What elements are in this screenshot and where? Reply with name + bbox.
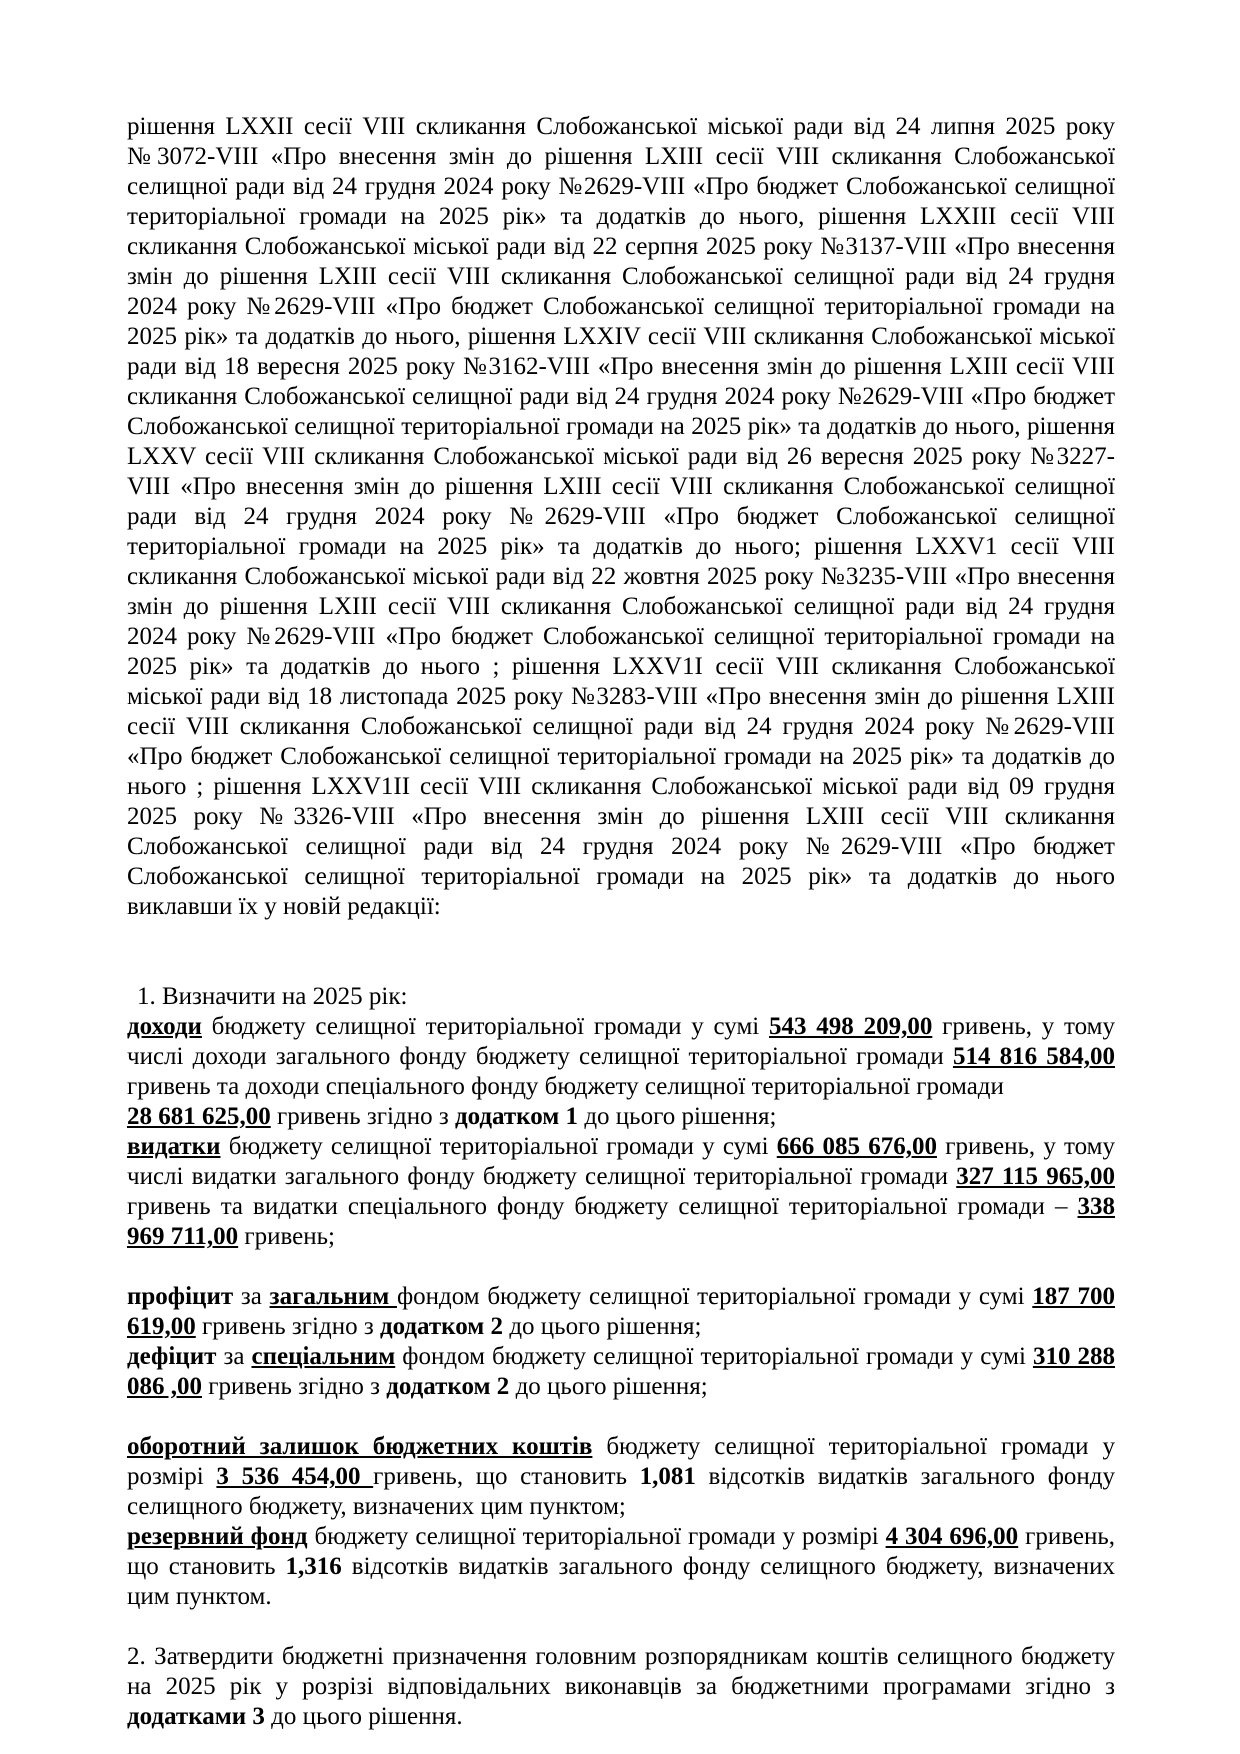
text-run: гривень та доходи спеціального фонду бюджету селищної територіальної громади xyxy=(127,1073,1004,1100)
label-working-balance: оборотний залишок бюджетних коштів xyxy=(127,1433,593,1460)
text-run: відсотків видатків загального фонду селищного бюджету, визначених цим пунктом. xyxy=(127,1553,1115,1610)
text-run: бюджету селищної територіальної громади у розмірі xyxy=(127,1433,1115,1490)
text-run: гривень згідно з xyxy=(202,1373,387,1400)
amount-working-balance: 3 536 454,00 xyxy=(216,1463,374,1490)
annex-3-reference: додатками 3 xyxy=(127,1703,265,1730)
amount-deficit: 310 288 086 ,00 xyxy=(127,1343,1116,1400)
text-run: до цього рішення; xyxy=(509,1373,708,1400)
annex-1-reference: додатком 1 xyxy=(454,1103,579,1130)
amount-special-fund-revenues: 28 681 625,00 xyxy=(127,1103,271,1130)
deficit-paragraph xyxy=(127,1342,1115,1402)
text-run: гривень та видатки спеціального фонду бюджету селищної територіальної громади – xyxy=(127,1193,1078,1220)
label-expenditures: видатки xyxy=(127,1133,221,1160)
text-run: гривень, у тому числі доходи загального фонду бюджету селищної територіальної громади xyxy=(127,1013,1115,1070)
text-run: за xyxy=(216,1343,252,1370)
text-run: 2. Затвердити бюджетні призначення головним розпорядникам коштів селищного бюджету на 2025 рік у розрізі відповідальних виконавців за бюджетними програмами згідно з xyxy=(127,1643,1115,1700)
text-run: до цього рішення; xyxy=(578,1103,777,1130)
percent-working-balance: 1,081 xyxy=(639,1463,696,1490)
section-1-title: 1. Визначити на 2025 рік: xyxy=(137,983,408,1010)
document-body xyxy=(127,112,1115,1732)
section-2-paragraph xyxy=(127,1642,1115,1732)
text-run: бюджету селищної територіальної громади у розмірі xyxy=(307,1523,886,1550)
label-revenues: доходи xyxy=(127,1013,202,1040)
text-run: фондом бюджету селищної територіальної громади у сумі xyxy=(395,1343,1033,1370)
label-surplus: профіцит xyxy=(127,1283,234,1310)
annex-2-reference: додатком 2 xyxy=(379,1313,504,1340)
text-run: гривень, у тому числі видатки загального фонду бюджету селищної територіальної громади xyxy=(127,1133,1115,1190)
amount-surplus: 187 700 619,00 xyxy=(127,1283,1116,1340)
text-run: фондом бюджету селищної територіальної громади у сумі xyxy=(396,1283,1033,1310)
amount-total-revenues: 543 498 209,00 xyxy=(769,1013,933,1040)
amount-total-expenditures: 666 085 676,00 xyxy=(776,1133,937,1160)
text-run: бюджету селищної територіальної громади у сумі xyxy=(220,1133,777,1160)
intro-paragraph xyxy=(127,112,1115,922)
expenditures-paragraph xyxy=(127,1132,1115,1252)
label-special-fund: спеціальним xyxy=(251,1343,396,1370)
section-1-heading xyxy=(127,982,1115,1012)
text-run: гривень згідно з xyxy=(270,1103,455,1130)
text-run: гривень; xyxy=(238,1223,335,1250)
label-general-fund: загальним xyxy=(269,1283,397,1310)
surplus-paragraph xyxy=(127,1282,1115,1342)
text-run: за xyxy=(233,1283,270,1310)
text-run: бюджету селищної територіальної громади у сумі xyxy=(201,1013,770,1040)
revenues-paragraph xyxy=(127,1012,1115,1132)
intro-text: рішення LXXII сесії VIII скликання Слобожанської міської ради від 24 липня 2025 року №3072-VIII «Про внесення змін до рішення LXIII сесії VIII скликання Слобожанської селищної ради від 24 грудня 2024 року №2629-VIII «Про бюджет Слобожанської селищної територіальної громади на 2025 рік» та додатків до нього, рішення LXXIII сесії VIII скликання Слобожанської міської ради від 22 серпня 2025 року №3137-VIII «Про внесення змін до рішення LXIII сесії VIII скликання Слобожанської селищної ради від 24 грудня 2024 року №2629-VIII «Про бюджет Слобожанської селищної територіальної громади на 2025 рік» та додатків до нього, рішення LXXIV сесії VIII скликання Слобожанської міської ради від 18 вересня 2025 року №3162-VIII «Про внесення змін до рішення LXIII сесії VIII скликання Слобожанської селищної ради від 24 грудня 2024 року №2629-VIII «Про бюджет Слобожанської селищної територіальної громади на 2025 рік» та додатків до нього, рішення LXXV сесії VIII скликання Слобожанської міської ради від 26 вересня 2025 року №3227-VIII «Про внесення змін до рішення LXIII сесії VIII скликання Слобожанської селищної ради від 24 грудня 2024 року №2629-VIII «Про бюджет Слобожанської селищної територіальної громади на 2025 рік» та додатків до нього; рішення LXXV1 сесії VIII скликання Слобожанської міської ради від 22 жовтня 2025 року №3235-VIII «Про внесення змін до рішення LXIII сесії VIII скликання Слобожанської селищної ради від 24 грудня 2024 року №2629-VIII «Про бюджет Слобожанської селищної територіальної громади на 2025 рік» та додатків до нього ; рішення LXXV1I сесії VIII скликання Слобожанської міської ради від 18 листопада 2025 року №3283-VIII «Про внесення змін до рішення LXIII сесії VIII скликання Слобожанської селищної ради від 24 грудня 2024 року №2629-VIII «Про бюджет Слобожанської селищної територіальної громади на 2025 рік» та додатків до нього ; рішення LXXV1II сесії VIII скликання Слобожанської міської ради від 09 грудня 2025 року №3326-VIII «Про внесення змін до рішення LXIII сесії VIII скликання Слобожанської селищної ради від 24 грудня 2024 року №2629-VIII «Про бюджет Слобожанської селищної територіальної громади на 2025 рік» та додатків до нього виклавши їх у новій редакції: xyxy=(127,113,1115,920)
amount-special-fund-expenditures: 338 969 711,00 xyxy=(127,1193,1115,1250)
reserve-fund-paragraph xyxy=(127,1522,1115,1612)
annex-2-reference: додатком 2 xyxy=(386,1373,510,1400)
text-run: відсотків видатків загального фонду селищного бюджету, визначених цим пунктом; xyxy=(127,1463,1116,1520)
percent-reserve-fund: 1,316 xyxy=(285,1553,342,1580)
working-balance-paragraph xyxy=(127,1432,1115,1522)
text-run: гривень, що становить xyxy=(127,1523,1116,1580)
amount-general-fund-expenditures: 327 115 965,00 xyxy=(956,1163,1115,1190)
label-deficit: дефіцит xyxy=(127,1343,217,1370)
text-run: до цього рішення; xyxy=(503,1313,702,1340)
text-run: до цього рішення. xyxy=(264,1703,463,1730)
amount-general-fund-revenues: 514 816 584,00 xyxy=(952,1043,1115,1070)
label-reserve-fund: резервний фонд xyxy=(127,1523,308,1550)
text-run: гривень, що становить xyxy=(373,1463,640,1490)
text-run: гривень згідно з xyxy=(195,1313,380,1340)
amount-reserve-fund: 4 304 696,00 xyxy=(885,1523,1019,1550)
